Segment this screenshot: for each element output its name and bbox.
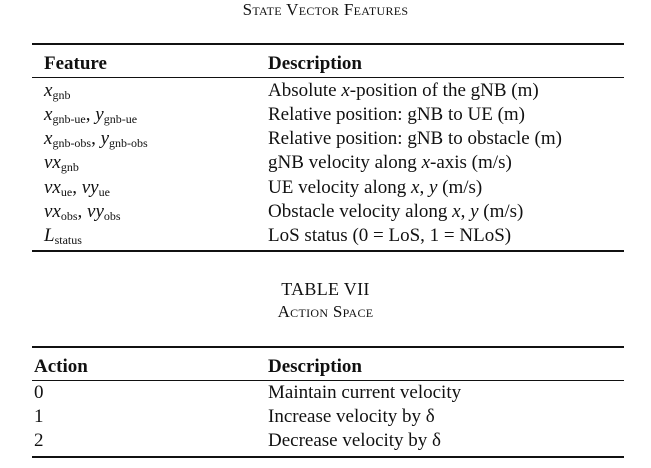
table6-row-2-feature: $x_{gnb-obs}$, $y_{gnb-obs}$ <box>44 128 148 150</box>
table6-top-rule <box>32 43 624 45</box>
table6-row-3-feature: $vx_{gnb}$ <box>44 152 79 174</box>
table6-row-2-description: Relative position: gNB to obstacle (m) <box>268 128 562 149</box>
table6-caption: State Vector Features <box>242 0 409 19</box>
table6-row-6-feature: $L_{status}$ <box>44 225 82 247</box>
table6-header-rule <box>32 77 624 78</box>
table6-row-1-description: Relative position: gNB to UE (m) <box>268 104 526 125</box>
table6-row-6-description: LoS status (0 = LoS, 1 = NLoS) <box>268 225 512 246</box>
table7-header-description: Description <box>268 356 362 377</box>
table6-header-description: Description <box>268 53 362 74</box>
table7-header-action: Action <box>34 356 88 377</box>
table6-row-5-feature: $vx_{obs}$, $vy_{obs}$ <box>44 201 121 223</box>
table7-row-2-description: Decrease velocity by δ <box>268 430 442 451</box>
table6-header-feature: Feature <box>44 53 107 74</box>
table7-row-1-action: 1 <box>34 406 44 427</box>
table6-row-4-description: UE velocity along x, y (m/s) <box>268 177 483 198</box>
table6-row-0-description: Absolute x-position of the gNB (m) <box>268 80 539 101</box>
table6-row-5-description: Obstacle velocity along x, y (m/s) <box>268 201 524 222</box>
table7-label: TABLE VII <box>281 279 370 299</box>
table7-row-0-action: 0 <box>34 382 44 403</box>
table7-bottom-rule <box>32 456 624 458</box>
table7-caption: Action Space <box>277 302 374 321</box>
table6-row-3-description: gNB velocity along x-axis (m/s) <box>268 152 512 173</box>
table6-row-4-feature: $vx_{ue}$, $vy_{ue}$ <box>44 177 110 199</box>
table7-row-2-action: 2 <box>34 430 44 451</box>
table7-top-rule <box>32 346 624 348</box>
table6-bottom-rule <box>32 250 624 252</box>
table7-row-0-description: Maintain current velocity <box>268 382 462 403</box>
table6-row-1-feature: $x_{gnb-ue}$, $y_{gnb-ue}$ <box>44 104 138 126</box>
table6-row-0-feature: $x_{gnb}$ <box>44 80 71 102</box>
table7-row-1-description: Increase velocity by δ <box>268 406 435 427</box>
